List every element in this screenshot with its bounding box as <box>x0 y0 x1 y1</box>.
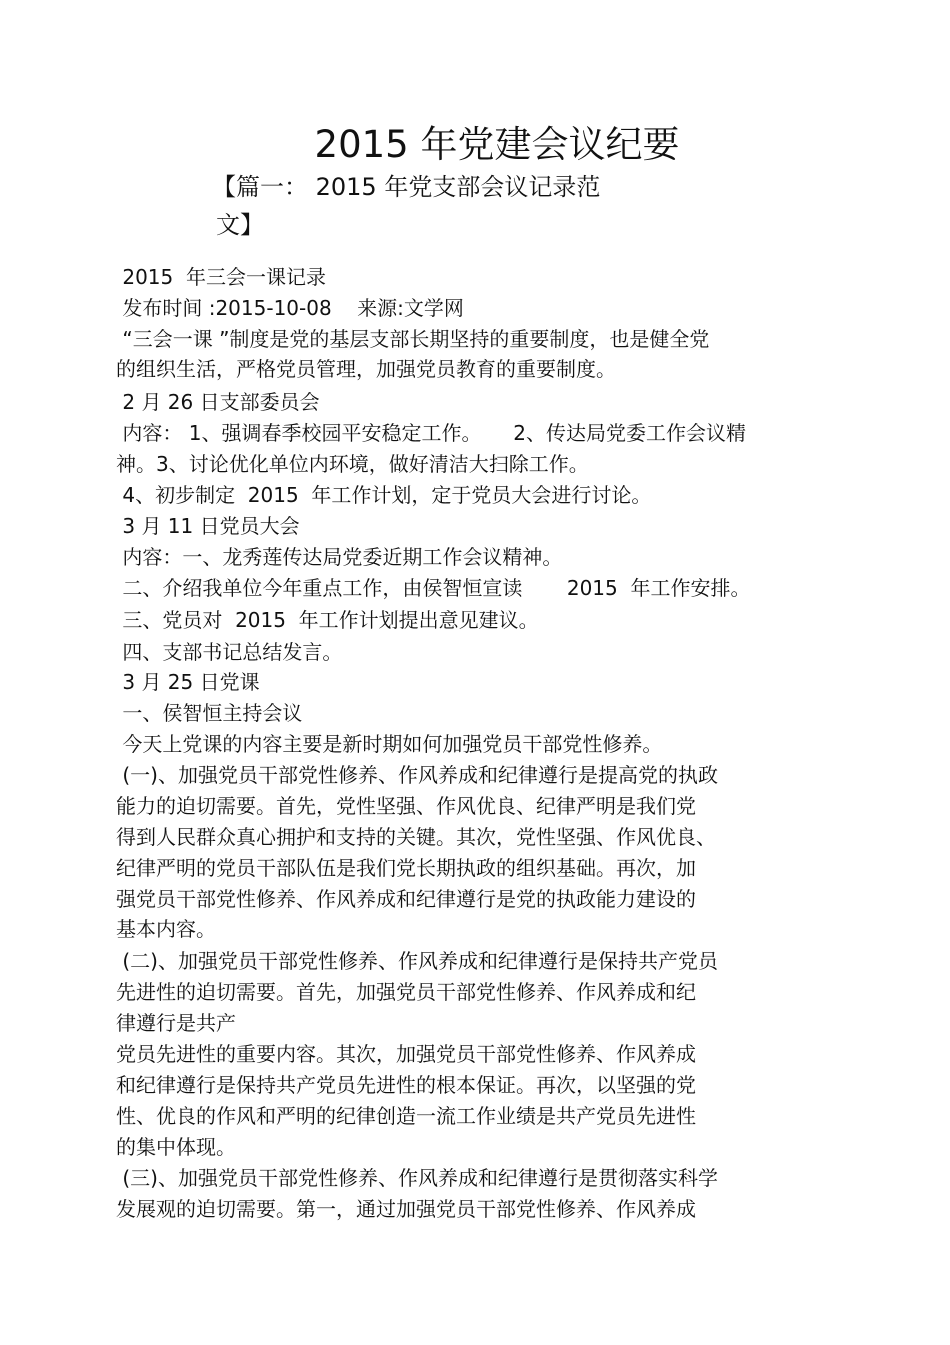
text-line: 四、支部书记总结发言。 <box>116 640 343 664</box>
document-title: 2015 年党建会议纪要 <box>314 123 680 166</box>
text-line: 党员先进性的重要内容。其次，加强党员干部党性修养、作风养成 <box>116 1042 696 1066</box>
text-line: 一、侯智恒主持会议 <box>116 701 303 725</box>
text-line: (三)、加强党员干部党性修养、作风养成和纪律遵行是贯彻落实科学 <box>116 1166 718 1190</box>
text-line: 3 月 11 日党员大会 <box>116 514 300 538</box>
text-line: 得到人民群众真心拥护和支持的关键。其次，党性坚强、作风优良、 <box>116 825 716 849</box>
text-line: 内容： 1、强调春季校园平安稳定工作。 2、传达局党委工作会议精 <box>116 421 746 445</box>
text-line: 二、介绍我单位今年重点工作，由侯智恒宣读 2015 年工作安排。 <box>116 576 751 600</box>
text-line: 能力的迫切需要。首先，党性坚强、作风优良、纪律严明是我们党 <box>116 794 696 818</box>
text-line: 三、党员对 2015 年工作计划提出意见建议。 <box>116 608 539 632</box>
text-line: 基本内容。 <box>116 917 216 941</box>
text-line: 2 月 26 日支部委员会 <box>116 390 320 414</box>
text-line: 律遵行是共产 <box>116 1011 236 1035</box>
text-line: 性、优良的作风和严明的纪律创造一流工作业绩是共产党员先进性 <box>116 1104 696 1128</box>
text-line: 强党员干部党性修养、作风养成和纪律遵行是党的执政能力建设的 <box>116 887 696 911</box>
text-line: 2015 年三会一课记录 <box>116 265 326 289</box>
text-line: 和纪律遵行是保持共产党员先进性的根本保证。再次，以坚强的党 <box>116 1073 696 1097</box>
text-line: (一)、加强党员干部党性修养、作风养成和纪律遵行是提高党的执政 <box>116 763 718 787</box>
text-line: 的组织生活，严格党员管理，加强党员教育的重要制度。 <box>116 357 616 381</box>
text-line: 发展观的迫切需要。第一，通过加强党员干部党性修养、作风养成 <box>116 1197 696 1221</box>
text-line: 神。3、讨论优化单位内环境，做好清洁大扫除工作。 <box>116 452 589 476</box>
text-line: 的集中体现。 <box>116 1135 236 1159</box>
text-line: 今天上党课的内容主要是新时期如何加强党员干部党性修养。 <box>116 732 663 756</box>
text-line: (二)、加强党员干部党性修养、作风养成和纪律遵行是保持共产党员 <box>116 949 718 973</box>
text-line: 发布时间 :2015-10-08 来源:文学网 <box>116 296 464 320</box>
subtitle-line-2: 文】 <box>216 211 264 239</box>
text-line: 内容：一、龙秀莲传达局党委近期工作会议精神。 <box>116 545 563 569</box>
text-line: 纪律严明的党员干部队伍是我们党长期执政的组织基础。再次，加 <box>116 856 696 880</box>
text-line: 先进性的迫切需要。首先，加强党员干部党性修养、作风养成和纪 <box>116 980 696 1004</box>
document-subtitle <box>212 168 601 244</box>
text-line: “三会一课 ”制度是党的基层支部长期坚持的重要制度，也是健全党 <box>116 327 710 351</box>
text-line: 3 月 25 日党课 <box>116 670 260 694</box>
subtitle-line-1: 【篇一： 2015 年党支部会议记录范 <box>212 173 601 201</box>
text-line: 4、初步制定 2015 年工作计划，定于党员大会进行讨论。 <box>116 483 652 507</box>
